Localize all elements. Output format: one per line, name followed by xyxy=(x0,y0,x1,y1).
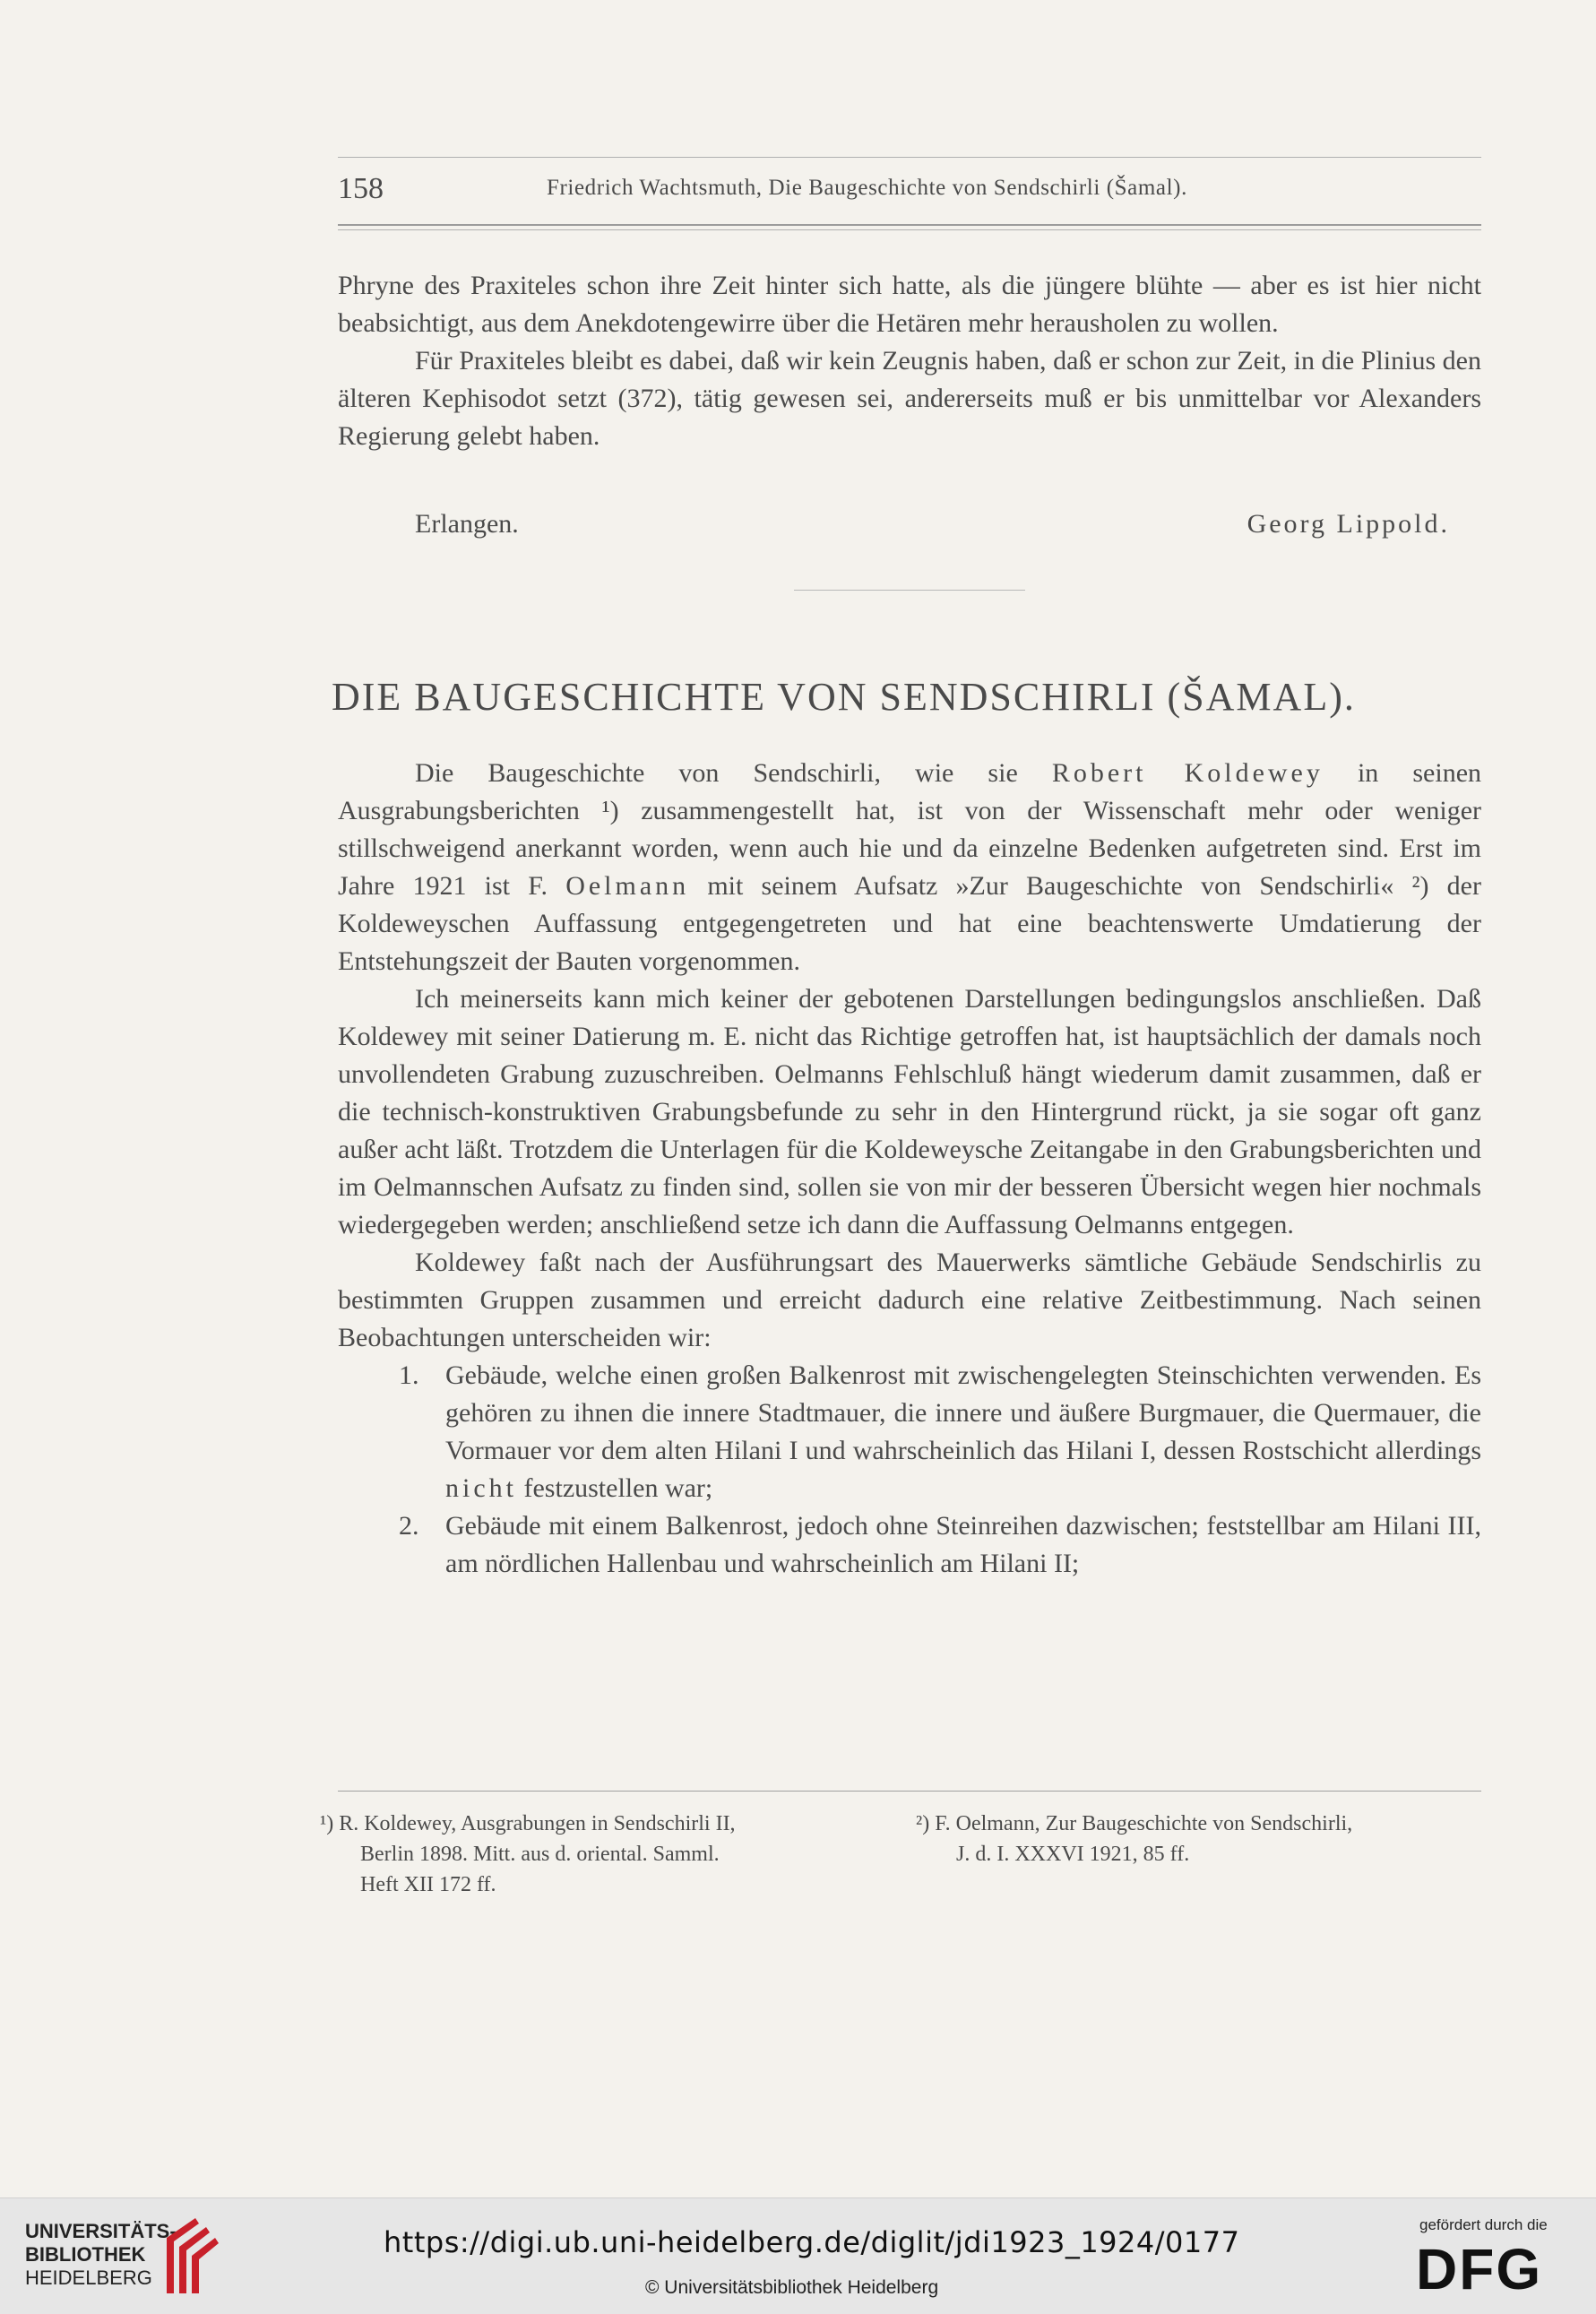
header-bottom-rule xyxy=(338,224,1481,226)
dfg-logo[interactable]: DFG xyxy=(1416,2237,1543,2301)
section-separator xyxy=(794,590,1025,591)
running-head: Friedrich Wachtsmuth, Die Baugeschichte von Sendschirli (Šamal). xyxy=(547,176,1187,200)
paragraph: Für Praxiteles bleibt es dabei, daß wir kein Zeugnis haben, daß er schon zur Zeit, in die Plinius den älteren Kephisodot setzt (372), tätig gewesen sei, andererseits muß er bis unmittelbar vor Alexanders Regierung gelebt haben. xyxy=(338,346,1481,451)
paragraph: Koldewey faßt nach der Ausführungsart des Mauerwerks sämtliche Gebäude Sendschirlis zu bestimmten Gruppen zusammen und erreicht dadurch eine relative Zeitbestimmung. Nach seinen Beobachtungen unterscheiden wir: xyxy=(338,1248,1481,1352)
viewer-footer xyxy=(0,2197,1596,2314)
footnote-2 xyxy=(916,1809,1489,1869)
signature xyxy=(338,509,1481,547)
funding-caption: gefördert durch die xyxy=(1419,2216,1548,2233)
previous-article-ending xyxy=(338,267,1481,455)
paragraph: Phryne des Praxiteles schon ihre Zeit hinter sich hatte, als die jüngere blühte — aber es ist hier nicht beabsichtigt, aus dem Anekdotengewirre über die Hetären mehr herausholen zu wollen. xyxy=(338,271,1481,338)
library-logo-line: BIBLIOTHEK xyxy=(25,2243,146,2266)
footnote-line: ²) F. Oelmann, Zur Baugeschichte von Sendschirli, xyxy=(916,1812,1353,1835)
footnote-line: Berlin 1898. Mitt. aus d. oriental. Samml. xyxy=(360,1843,720,1866)
paragraph xyxy=(338,755,1481,980)
permalink-url[interactable]: https://digi.ub.uni-heidelberg.de/diglit/jdi1923_1924/0177 xyxy=(384,2225,1240,2259)
list-text-tail: festzustellen war; xyxy=(517,1473,713,1503)
footnote-line: Heft XII 172 ff. xyxy=(360,1873,496,1896)
footnote-line: J. d. I. XXXVI 1921, 85 ff. xyxy=(956,1843,1190,1866)
list-number: 2. xyxy=(399,1511,419,1541)
library-logo[interactable] xyxy=(25,2220,177,2290)
article-body xyxy=(338,755,1481,1583)
list-number: 1. xyxy=(399,1360,419,1390)
text-run: in seinen Ausgrabungsberichten ¹) zusammengestellt hat, ist von der Wissenschaft mehr oder weniger stillschweigend anerkannt worden, wenn auch hie und da einzelne Bedenken aufgetreten sind. Erst im Jahre 1921 ist F. xyxy=(338,758,1482,901)
list-item xyxy=(338,1507,1481,1583)
text-run: mit seinem Aufsatz »Zur Baugeschichte von Sendschirli« ²) der Koldeweyschen Auffassung entgegengetreten und hat eine beachtenswerte Umdatierung der Entstehungszeit der Bauten vorgenommen. xyxy=(338,871,1481,976)
footnote-rule xyxy=(338,1791,1481,1792)
header-bottom-rule-2 xyxy=(338,229,1481,230)
author-name: Oelmann xyxy=(565,871,690,901)
copyright-notice: © Universitätsbibliothek Heidelberg xyxy=(645,2277,939,2298)
text-run: Die Baugeschichte von Sendschirli, wie sie xyxy=(415,758,1052,788)
emphasis: nicht xyxy=(445,1473,517,1503)
page-number: 158 xyxy=(338,172,384,205)
library-logo-line: HEIDELBERG xyxy=(25,2267,152,2289)
library-emblem-icon xyxy=(160,2211,222,2301)
author-name: Robert Koldewey xyxy=(1051,758,1324,788)
signature-place: Erlangen. xyxy=(415,509,519,539)
list-item xyxy=(338,1357,1481,1507)
signature-author: Georg Lippold. xyxy=(1247,509,1450,539)
page-header xyxy=(338,172,1481,215)
list-text: Gebäude mit einem Balkenrost, jedoch ohne Steinreihen dazwischen; feststellbar am Hilani III, am nördlichen Hallenbau und wahrscheinlich am Hilani II; xyxy=(445,1511,1481,1578)
header-top-rule xyxy=(338,157,1481,158)
library-logo-line: UNIVERSITÄTS- xyxy=(25,2220,177,2242)
footnote-1 xyxy=(320,1809,884,1900)
footnote-line: ¹) R. Koldewey, Ausgrabungen in Sendschirli II, xyxy=(320,1812,736,1835)
article-title: DIE BAUGESCHICHTE VON SENDSCHIRLI (ŠAMAL). xyxy=(332,675,1356,719)
paragraph: Ich meinerseits kann mich keiner der gebotenen Darstellungen bedingungslos anschließen. Daß Koldewey mit seiner Datierung m. E. nicht das Richtige getroffen hat, ist hauptsächlich der damals noch unvollendeten Grabung zuzuschreiben. Oelmanns Fehlschluß hängt wiederum damit zusammen, daß er die technisch-konstruktiven Grabungsbefunde zu sehr in den Hintergrund rückt, ja sie sogar oft ganz außer acht läßt. Trotzdem die Unterlagen für die Koldeweysche Zeitangabe in den Grabungsberichten und im Oelmannschen Aufsatz zu finden sind, sollen sie von mir der besseren Übersicht wegen hier nochmals wiedergegeben werden; anschließend setze ich dann die Auffassung Oelmanns entgegen. xyxy=(338,984,1481,1239)
list-text: Gebäude, welche einen großen Balkenrost mit zwischengelegten Steinschichten verwenden. Es gehören zu ihnen die innere Stadtmauer, die innere und äußere Burgmauer, die Quermauer, die Vormauer vor dem alten Hilani I und wahrscheinlich das Hilani I, dessen Rostschicht allerdings xyxy=(445,1360,1481,1465)
